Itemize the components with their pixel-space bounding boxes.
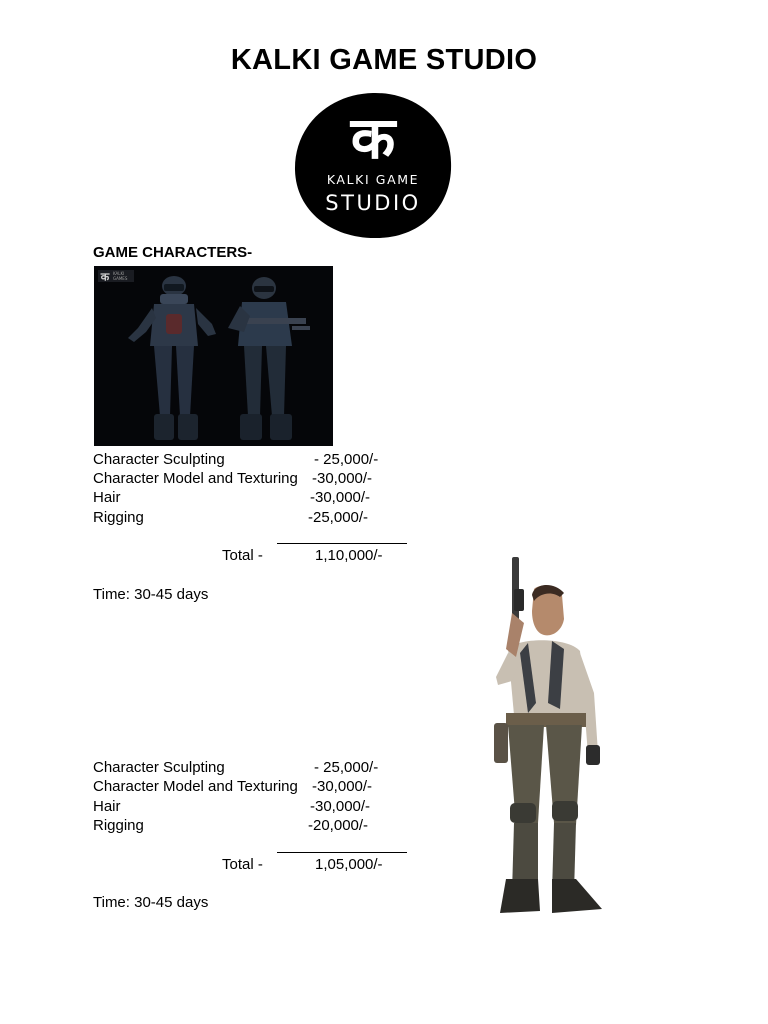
item-price: -20,000/- [308, 817, 369, 834]
total-divider [277, 852, 407, 853]
game-characters-image [94, 266, 333, 446]
total-label: Total - [222, 547, 263, 564]
item-price: -30,000/- [312, 778, 373, 795]
logo-glyph: क [350, 104, 396, 172]
time-estimate: Time: 30-45 days [93, 586, 209, 603]
logo-line1: KALKI GAME [326, 172, 420, 187]
svg-text:KALKI: KALKI [113, 271, 125, 276]
total-value: 1,05,000/- [315, 856, 383, 873]
soldier-character-image [468, 553, 610, 915]
studio-logo [293, 90, 453, 240]
item-label: Hair [93, 489, 121, 506]
item-label: Rigging [93, 509, 144, 526]
total-value: 1,10,000/- [315, 547, 383, 564]
item-price: - 25,000/- [314, 759, 379, 776]
item-label: Rigging [93, 817, 144, 834]
item-price: -30,000/- [310, 798, 371, 815]
item-price: -30,000/- [310, 489, 371, 506]
time-estimate: Time: 30-45 days [93, 894, 209, 911]
item-label: Character Model and Texturing [93, 470, 298, 487]
item-label: Hair [93, 798, 121, 815]
item-label: Character Sculpting [93, 759, 225, 776]
svg-text:GAMES: GAMES [113, 276, 128, 281]
item-price: -30,000/- [312, 470, 373, 487]
logo-line2: STUDIO [325, 191, 421, 215]
page-title: KALKI GAME STUDIO [230, 44, 538, 76]
studio-badge [98, 270, 134, 284]
section-heading: GAME CHARACTERS- [93, 244, 253, 261]
item-price: - 25,000/- [314, 451, 379, 468]
total-label: Total - [222, 856, 263, 873]
item-label: Character Sculpting [93, 451, 225, 468]
svg-text:क: क [100, 270, 110, 284]
item-price: -25,000/- [308, 509, 369, 526]
total-divider [277, 543, 407, 544]
item-label: Character Model and Texturing [93, 778, 298, 795]
